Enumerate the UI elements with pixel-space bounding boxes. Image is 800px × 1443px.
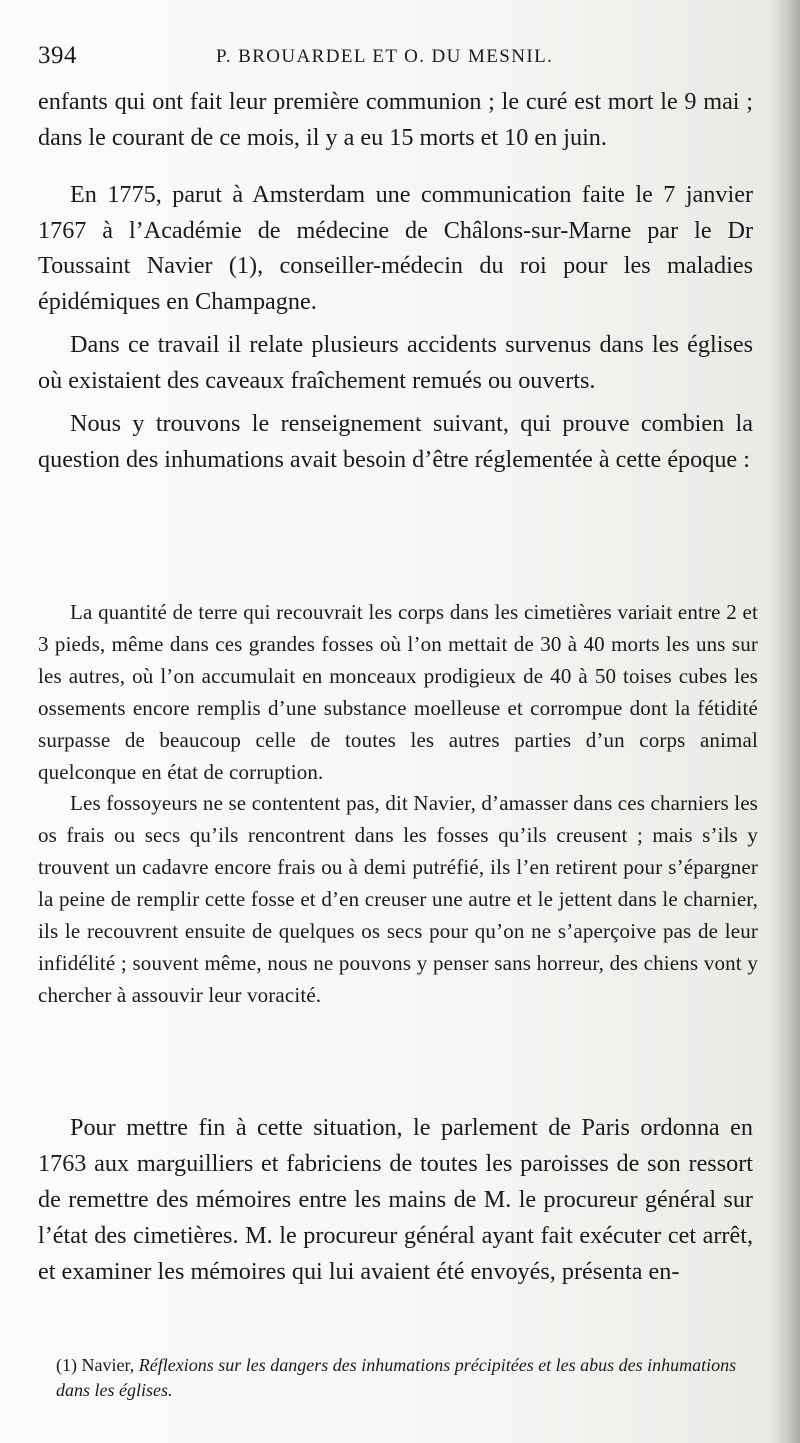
paragraph-4: Nous y trouvons le renseignement suivant, qui prouve combien la question des inhumations avait besoin d’être réglementée à cette époque : [38,410,753,473]
page-edge-shadow [772,0,800,1443]
quote-paragraph-1: La quantité de terre qui recouvrait les corps dans les cimetières variait entre 2 et 3 pieds, même dans ces grandes fosses où l’on mettait de 30 à 40 morts les uns sur les autres, où l’on accumulait en monceaux prodigieux de 40 à 50 toises cubes les ossements encore remplis d’une substance moelleuse et corrompue dont la fétidité surpasse de beaucoup celle de toutes les autres parties d’un corps animal quelconque en état de corruption. [38,600,758,784]
quote-paragraph-2: Les fossoyeurs ne se contentent pas, dit Navier, d’amasser dans ces charniers les os frais ou secs qu’ils rencontrent dans les fosses qu’ils creusent ; mais s’ils y trouvent un cadavre encore frais ou à demi putréfié, ils l’en retirent pour s’épargner la peine de remplir cette fosse et d’en creuser une autre et le jettent dans le charnier, ils le recouvrent ensuite de quelques os secs pour qu’on ne s’aperçoive pas de leur infidélité ; souvent même, nous ne pouvons y penser sans horreur, des chiens vont y chercher à assouvir leur voracité. [38,791,758,1007]
paragraph-2: En 1775, parut à Amsterdam une communication faite le 7 janvier 1767 à l’Académie de médecine de Châlons-sur-Marne par le Dr Toussaint Navier (1), conseiller-médecin du roi pour les maladies épidémiques en Champagne. [38,181,753,315]
closing-paragraph: Pour mettre fin à cette situation, le parlement de Paris ordonna en 1763 aux marguilliers et fabriciens de toutes les paroisses de son ressort de remettre des mémoires entre les mains de M. le procureur général sur l’état des cimetières. M. le procureur général ayant fait exécuter cet arrêt, et examiner les mémoires qui lui avaient été envoyés, présenta en- [38,1114,753,1285]
footnote [56,1353,756,1403]
page-header [38,42,753,72]
quotation-block [38,597,758,1012]
page-number: 394 [38,42,77,69]
footnote-marker: (1) Navier, [56,1355,135,1375]
footnote-text: Réflexions sur les dangers des inhumations précipitées et les abus des inhumations dans les églises. [56,1355,737,1400]
running-head: P. BROUARDEL ET O. DU MESNIL. [216,46,554,67]
paragraph-3: Dans ce travail il relate plusieurs accidents survenus dans les églises où existaient des caveaux fraîchement remués ou ouverts. [38,331,753,394]
paragraph-1: enfants qui ont fait leur première communion ; le curé est mort le 9 mai ; dans le courant de ce mois, il y a eu 15 morts et 10 en juin. [38,88,753,151]
closing-text [38,1110,753,1290]
main-text [38,84,753,477]
